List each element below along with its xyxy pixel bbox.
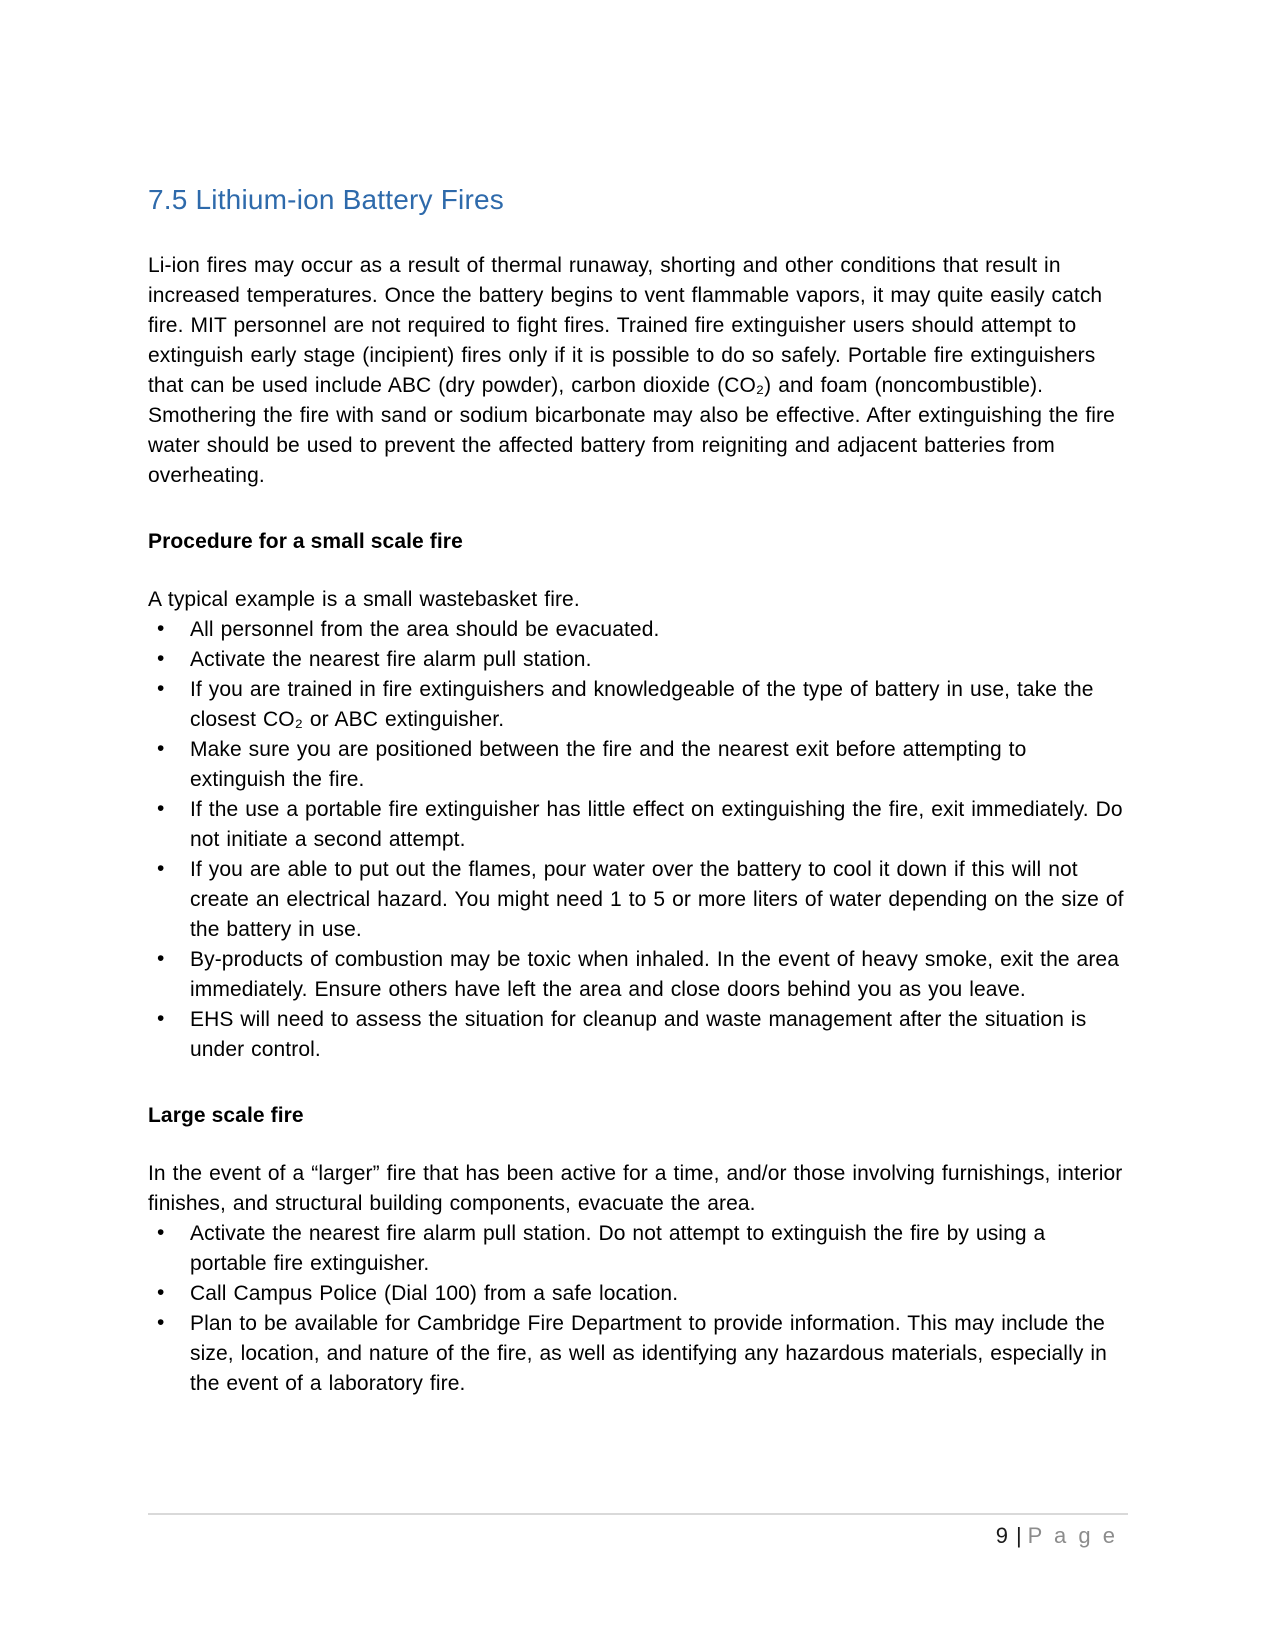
footer-page-label: P a g e bbox=[1027, 1523, 1118, 1548]
list-item bbox=[148, 1309, 1128, 1399]
bullet-icon: • bbox=[157, 1221, 165, 1244]
list-item-text: If the use a portable fire extinguisher has little effect on extinguishing the fire, exit immediately. Do not initiate a second attempt. bbox=[190, 798, 1123, 851]
list-item bbox=[148, 645, 1128, 675]
list-item-text: Activate the nearest fire alarm pull station. Do not attempt to extinguish the fire by using a portable fire extinguisher. bbox=[190, 1222, 1046, 1275]
bullet-icon: • bbox=[157, 677, 165, 700]
list-item-text: Make sure you are positioned between the fire and the nearest exit before attempting to extinguish the fire. bbox=[190, 738, 1027, 791]
bullet-icon: • bbox=[157, 947, 165, 970]
page-number-footer bbox=[996, 1521, 1118, 1551]
large-scale-fire-section bbox=[148, 1101, 1128, 1399]
bullet-icon: • bbox=[157, 647, 165, 670]
list-item bbox=[148, 945, 1128, 1005]
subsection-title-large-scale: Large scale fire bbox=[148, 1104, 304, 1127]
footer-divider bbox=[148, 1513, 1128, 1515]
bullet-icon: • bbox=[157, 797, 165, 820]
list-item-text: EHS will need to assess the situation for cleanup and waste management after the situation is under control. bbox=[190, 1008, 1087, 1061]
list-item-text: Call Campus Police (Dial 100) from a safe location. bbox=[190, 1282, 679, 1305]
list-item bbox=[148, 735, 1128, 795]
list-item bbox=[148, 615, 1128, 645]
bullet-icon: • bbox=[157, 1007, 165, 1030]
bullet-icon: • bbox=[157, 1311, 165, 1334]
list-item bbox=[148, 675, 1128, 735]
subsection-title-small-scale: Procedure for a small scale fire bbox=[148, 530, 463, 553]
list-item bbox=[148, 1005, 1128, 1065]
section-heading: 7.5 Lithium-ion Battery Fires bbox=[148, 184, 504, 215]
bullet-icon: • bbox=[157, 737, 165, 760]
bullet-icon: • bbox=[157, 1281, 165, 1304]
list-item bbox=[148, 1219, 1128, 1279]
bullet-list-small-scale bbox=[148, 615, 1128, 1065]
intro-paragraph: Li-ion fires may occur as a result of thermal runaway, shorting and other conditions that result in increased temperatures. Once the battery begins to vent flammable vapors, it may quite easily catch fire. MIT personnel are not required to fight fires. Trained fire extinguisher users should attempt to extinguish early stage (incipient) fires only if it is possible to do so safely. Portable fire extinguishers that can be used include ABC (dry powder), carbon dioxide (CO₂) and foam (noncombustible). Smothering the fire with sand or sodium bicarbonate may also be effective. After extinguishing the fire water should be used to prevent the affected battery from reigniting and adjacent batteries from overheating. bbox=[148, 254, 1115, 487]
list-item bbox=[148, 1279, 1128, 1309]
page-content bbox=[148, 183, 1128, 1399]
list-item-text: By-products of combustion may be toxic when inhaled. In the event of heavy smoke, exit the area immediately. Ensure others have left the area and close doors behind you as you leave. bbox=[190, 948, 1119, 1001]
list-item-text: If you are trained in fire extinguishers and knowledgeable of the type of battery in use, take the closest CO₂ or ABC extinguisher. bbox=[190, 678, 1094, 731]
section-lead: In the event of a “larger” fire that has been active for a time, and/or those involving furnishings, interior finishes, and structural building components, evacuate the area. bbox=[148, 1162, 1123, 1215]
small-scale-fire-section bbox=[148, 527, 1128, 1065]
list-item-text: All personnel from the area should be evacuated. bbox=[190, 618, 660, 641]
bullet-icon: • bbox=[157, 617, 165, 640]
list-item bbox=[148, 855, 1128, 945]
section-lead: A typical example is a small wastebasket fire. bbox=[148, 588, 580, 611]
list-item-text: If you are able to put out the flames, pour water over the battery to cool it down if this will not create an electrical hazard. You might need 1 to 5 or more liters of water depending on the size of the battery in use. bbox=[190, 858, 1124, 941]
footer-separator: | bbox=[1015, 1523, 1022, 1548]
page-number: 9 bbox=[995, 1523, 1008, 1548]
list-item-text: Plan to be available for Cambridge Fire Department to provide information. This may include the size, location, and nature of the fire, as well as identifying any hazardous materials, especially in the event of a laboratory fire. bbox=[190, 1312, 1107, 1395]
list-item bbox=[148, 795, 1128, 855]
list-item-text: Activate the nearest fire alarm pull station. bbox=[190, 648, 592, 671]
bullet-icon: • bbox=[157, 857, 165, 880]
bullet-list-large-scale bbox=[148, 1219, 1128, 1399]
